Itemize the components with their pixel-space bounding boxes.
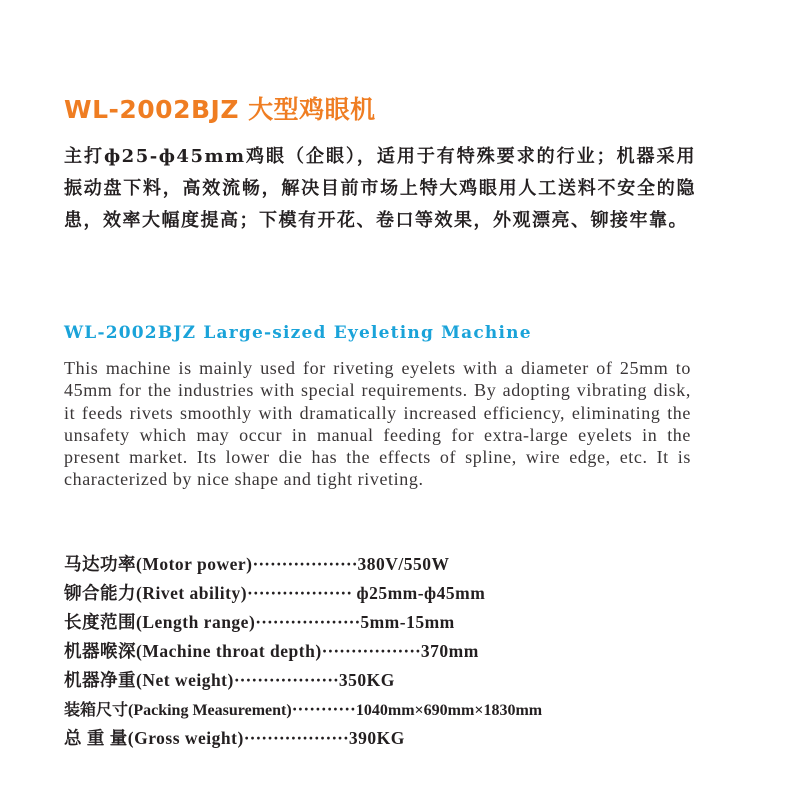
title-english: WL-2002BJZ Large-sized Eyeleting Machine	[64, 323, 532, 343]
spec-value: 5mm-15mm	[360, 612, 455, 632]
spec-label: 机器净重(Net weight)	[64, 670, 234, 690]
spec-list	[64, 550, 764, 753]
spec-row-length-range	[64, 608, 764, 637]
spec-row-throat-depth	[64, 637, 764, 666]
spec-leader-dots: ··················	[255, 612, 361, 632]
description-chinese: 主打ф25-ф45mm鸡眼（企眼），适用于有特殊要求的行业；机器采用振动盘下料，高效流畅，解决目前市场上特大鸡眼用人工送料不安全的隐患，效率大幅度提高；下模有开花、卷口等效果，外观漂亮、铆接牢靠。	[64, 146, 696, 231]
spec-row-rivet-ability	[64, 579, 764, 608]
title-chinese: WL-2002BJZ 大型鸡眼机	[64, 95, 376, 124]
spec-row-net-weight	[64, 666, 764, 695]
spec-label: 长度范围(Length range)	[64, 612, 256, 632]
spec-label: 机器喉深(Machine throat depth)	[64, 641, 322, 661]
spec-leader-dots: ·················	[321, 641, 421, 661]
spec-label: 总 重 量(Gross weight)	[64, 728, 244, 748]
description-english: This machine is mainly used for riveting eyelets with a diameter of 25mm to 45mm for the industries with special requirements. By adopting vibrating disk, it feeds rivets smoothly with dramatically increased efficiency, eliminating the unsafety which may occur in manual feeding for extra-large eyelets in the present market. Its lower die has the effects of spline, wire edge, etc. It is characterized by nice shape and tight riveting.	[64, 358, 691, 490]
spec-value: 350KG	[338, 670, 395, 690]
spec-value: 390KG	[348, 728, 405, 748]
spec-leader-dots: ··················	[243, 728, 349, 748]
spec-value: ф25mm-ф45mm	[356, 583, 486, 603]
spec-leader-dots: ··················	[233, 670, 339, 690]
spec-row-motor-power	[64, 550, 764, 579]
spec-label: 马达功率(Motor power)	[64, 554, 253, 574]
spec-value: 370mm	[420, 641, 479, 661]
spec-label: 装箱尺寸(Packing Measurement)	[64, 702, 292, 719]
spec-label: 铆合能力(Rivet ability)	[64, 583, 248, 603]
spec-leader-dots: ··················	[252, 554, 358, 574]
spec-leader-dots: ··················	[247, 583, 357, 603]
spec-leader-dots: ···········	[291, 699, 356, 719]
spec-row-packing-measurement	[64, 695, 764, 724]
spec-value: 380V/550W	[357, 554, 450, 574]
spec-row-gross-weight	[64, 724, 764, 753]
spec-value: 1040mm×690mm×1830mm	[355, 702, 543, 719]
